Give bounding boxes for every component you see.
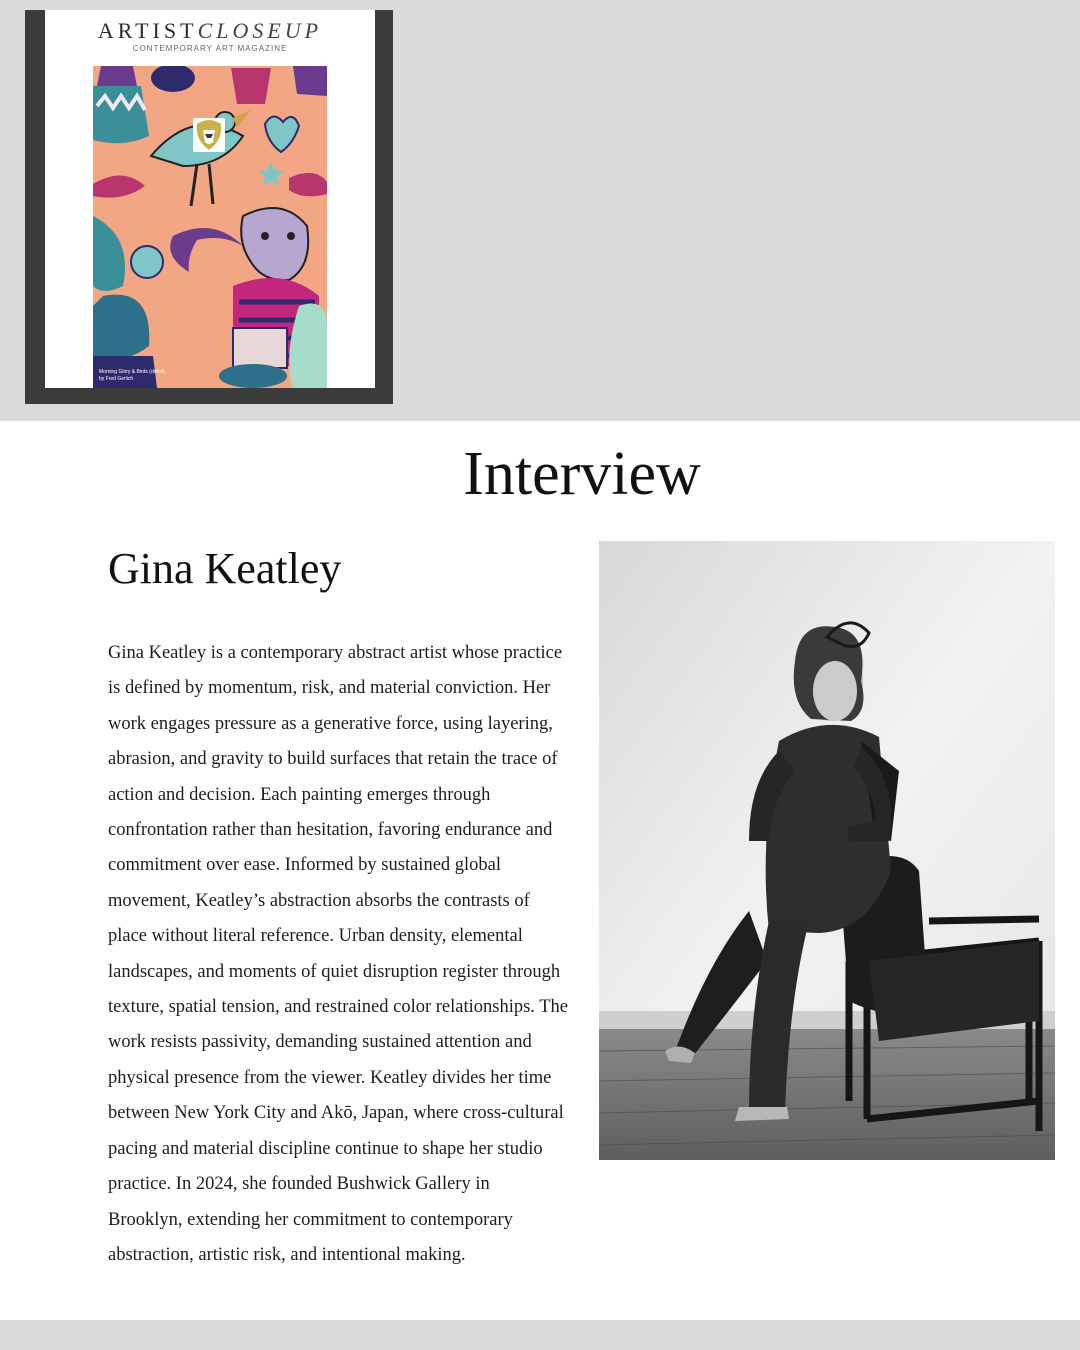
bottom-band bbox=[0, 1320, 1080, 1350]
masthead-italic: CLOSEUP bbox=[197, 18, 323, 43]
cover-artwork bbox=[93, 66, 327, 388]
artwork-caption-title: Morning Glory & Birds (detail) bbox=[99, 369, 165, 375]
cover-artwork-painting bbox=[93, 66, 327, 388]
artist-bio: Gina Keatley is a contemporary abstract artist whose practice is defined by momentum, risk, and material conviction. Her work engages pressure as a generative force, using layering, abrasion, and gravity to build surfaces that retain the trace of action and decision. Each painting emerges through confrontation rather than hesitation, favoring endurance and commitment over ease. Informed by sustained global movement, Keatley’s abstraction absorbs the contrasts of place without literal reference. Urban density, elemental landscapes, and moments of quiet disruption register through texture, spatial tension, and restrained color relationships. The work resists passivity, demanding sustained attention and physical presence from the viewer. Keatley divides her time between New York City and Akō, Japan, where cross-cultural pacing and material discipline continue to shape her studio practice. In 2024, she founded Bushwick Gallery in Brooklyn, extending her commitment to contemporary abstraction, artistic risk, and intentional making. bbox=[108, 643, 568, 1265]
crest-logo bbox=[193, 118, 225, 152]
magazine-subtitle: CONTEMPORARY ART MAGAZINE bbox=[132, 44, 288, 53]
magazine-cover-frame bbox=[25, 10, 393, 404]
magazine-cover bbox=[45, 10, 375, 388]
masthead-bold: ARTIST bbox=[97, 18, 198, 43]
artist-name: Gina Keatley bbox=[108, 544, 342, 593]
artwork-caption bbox=[99, 369, 165, 382]
artwork-caption-artist: by Fred Gerlich bbox=[99, 375, 134, 382]
magazine-masthead bbox=[45, 18, 375, 44]
portrait-photo bbox=[599, 541, 1055, 1160]
top-band bbox=[0, 0, 1080, 420]
interview-content bbox=[0, 421, 1080, 1320]
artist-portrait bbox=[599, 541, 1055, 1160]
section-title: Interview bbox=[463, 440, 701, 508]
crest-icon bbox=[193, 118, 225, 152]
